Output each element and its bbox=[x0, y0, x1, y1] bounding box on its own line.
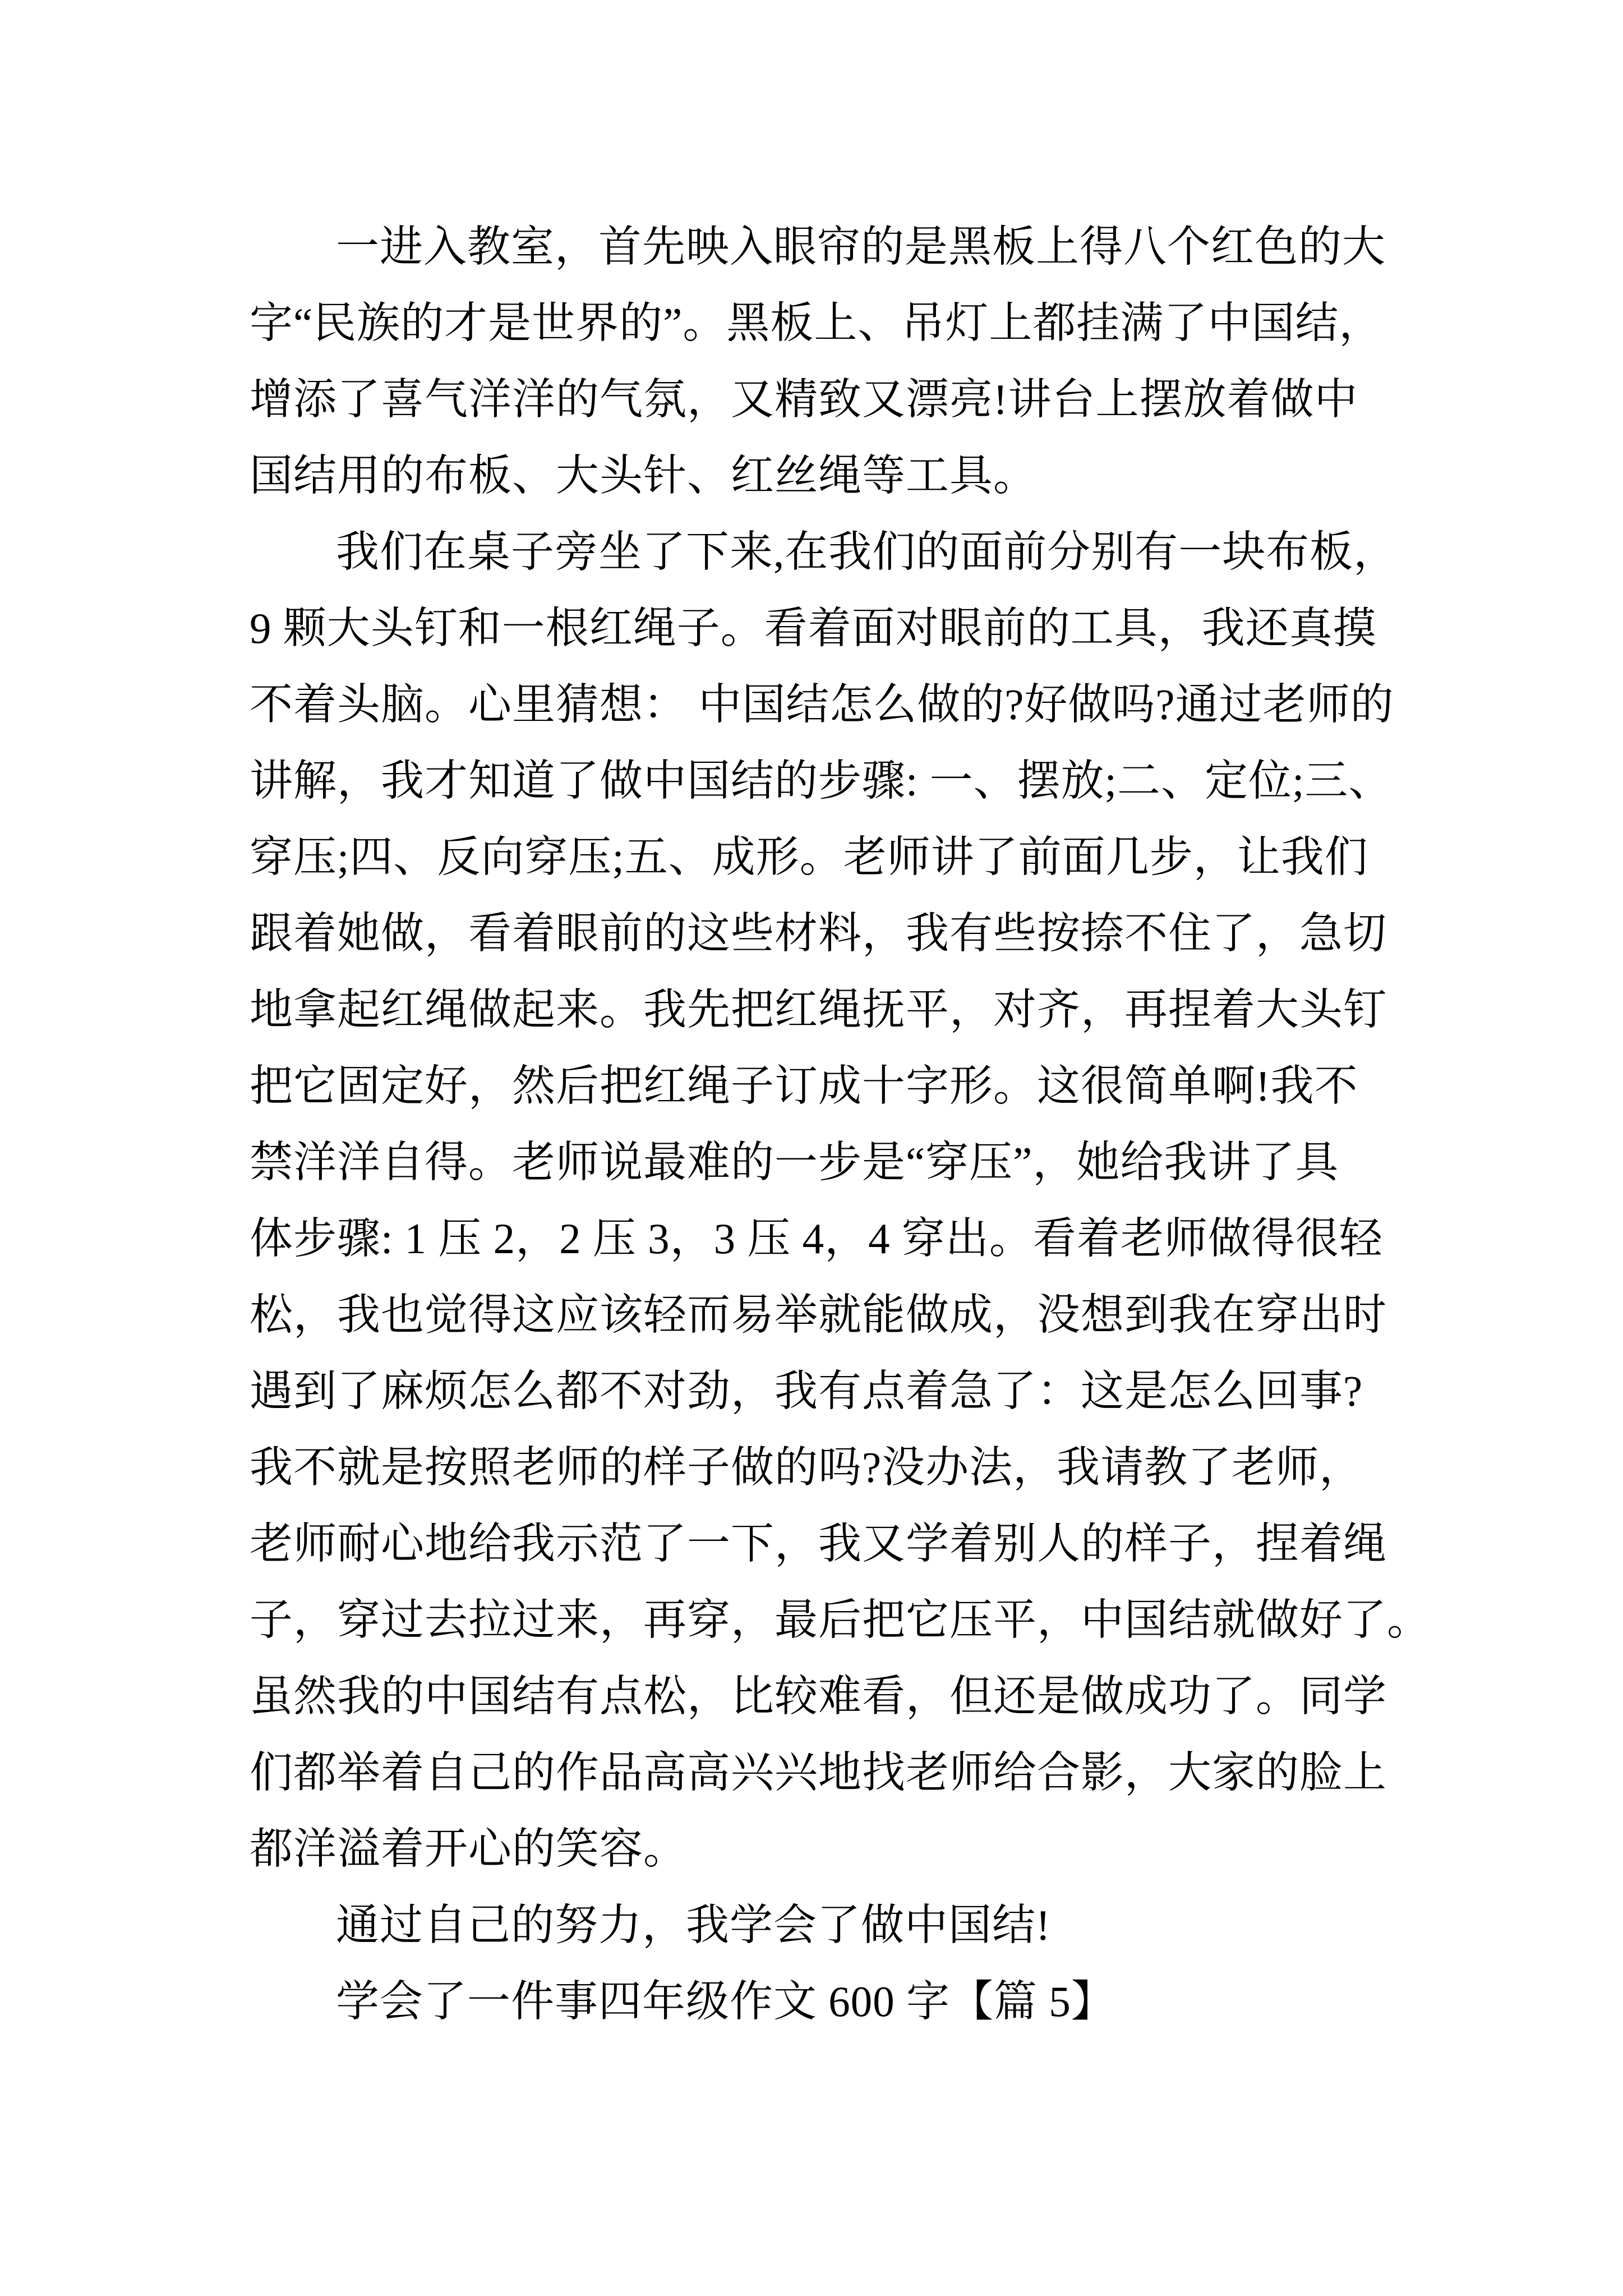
text-line: 国结用的布板、大头针、红丝绳等工具。 bbox=[250, 452, 1037, 500]
text-line: 们都举着自己的作品高高兴兴地找老师给合影，大家的脸上 bbox=[250, 1749, 1387, 1797]
text-line: 通过自己的努力，我学会了做中国结! bbox=[336, 1901, 1051, 1949]
text-line: 地拿起红绳做起来。我先把红绳抚平，对齐，再捏着大头钉 bbox=[250, 986, 1387, 1034]
text-line: 体步骤: 1 压 2，2 压 3，3 压 4，4 穿出。看着老师做得很轻 bbox=[250, 1214, 1383, 1263]
text-line: 增添了喜气洋洋的气氛，又精致又漂亮!讲台上摆放着做中 bbox=[250, 375, 1358, 424]
text-line: 讲解，我才知道了做中国结的步骤: 一、摆放;二、定位;三、 bbox=[250, 757, 1393, 805]
text-line: 9 颗大头钉和一根红绳子。看着面对眼前的工具，我还真摸 bbox=[250, 604, 1377, 652]
text-line: 我不就是按照老师的样子做的吗?没办法，我请教了老师， bbox=[250, 1443, 1363, 1492]
text-line: 不着头脑。心里猜想： 中国结怎么做的?好做吗?通过老师的 bbox=[250, 680, 1394, 729]
text-line: 我们在桌子旁坐了下来,在我们的面前分别有一块布板， bbox=[336, 528, 1398, 576]
text-line: 松，我也觉得这应该轻而易举就能做成，没想到我在穿出时 bbox=[250, 1291, 1387, 1339]
text-line: 子，穿过去拉过来，再穿，最后把它压平，中国结就做好了。 bbox=[250, 1596, 1431, 1644]
text-line: 虽然我的中国结有点松，比较难看，但还是做成功了。同学 bbox=[250, 1672, 1387, 1720]
essay-text-block bbox=[250, 209, 1431, 2040]
text-line: 遇到了麻烦怎么都不对劲，我有点着急了：这是怎么回事? bbox=[250, 1367, 1363, 1415]
text-line-section-heading: 学会了一件事四年级作文 600 字【篇 5】 bbox=[336, 1977, 1115, 2026]
text-line: 都洋溢着开心的笑容。 bbox=[250, 1825, 687, 1873]
text-line: 把它固定好，然后把红绳子订成十字形。这很简单啊!我不 bbox=[250, 1062, 1358, 1110]
text-line: 禁洋洋自得。老师说最难的一步是“穿压”，她给我讲了具 bbox=[250, 1138, 1339, 1186]
text-line: 一进入教室，首先映入眼帘的是黑板上得八个红色的大 bbox=[336, 223, 1386, 271]
text-line: 穿压;四、反向穿压;五、成形。老师讲了前面几步，让我们 bbox=[250, 833, 1368, 881]
text-line: 跟着她做，看着眼前的这些材料，我有些按捺不住了，急切 bbox=[250, 909, 1387, 958]
text-line: 字“民族的才是世界的”。黑板上、吊灯上都挂满了中国结， bbox=[250, 299, 1383, 347]
text-line: 老师耐心地给我示范了一下，我又学着别人的样子，捏着绳 bbox=[250, 1520, 1387, 1568]
